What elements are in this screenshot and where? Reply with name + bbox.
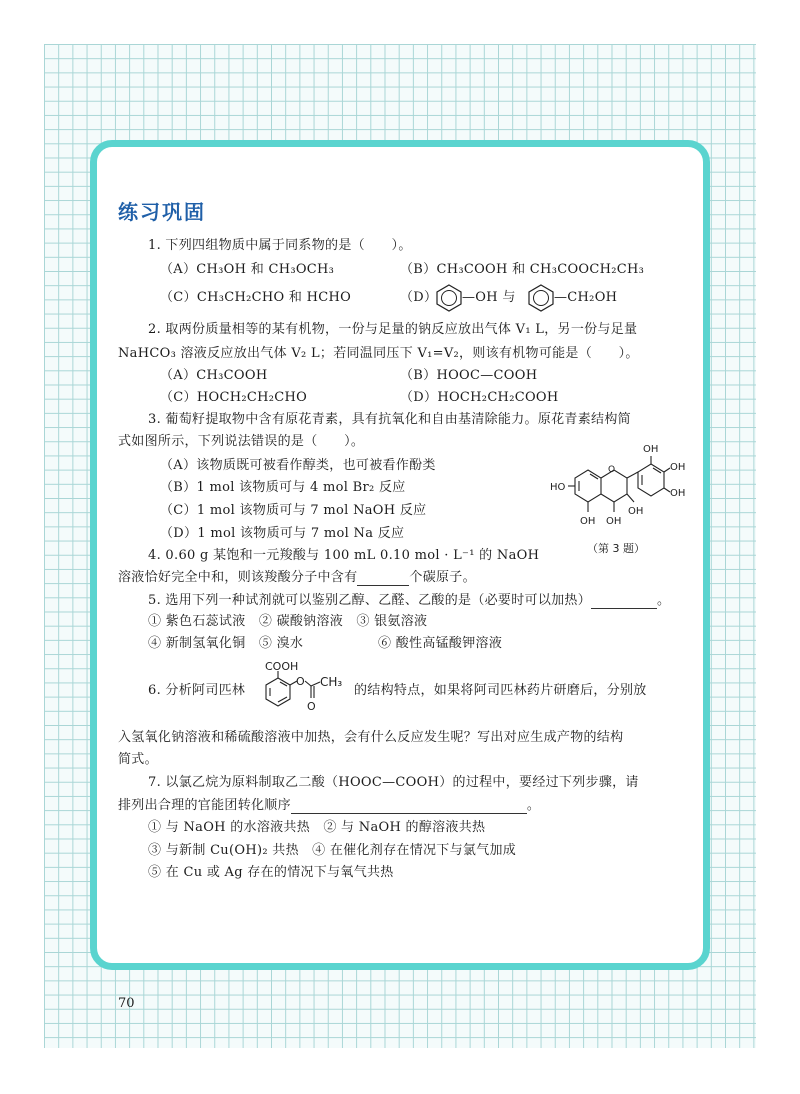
q3-line2: 式如图所示，下列说法错误的是（ ）。 xyxy=(118,434,365,449)
q7-line1: 7. 以氯乙烷为原料制取乙二酸（HOOC—COOH）的过程中，要经过下列步骤，请 xyxy=(148,775,639,790)
q3-option-d: （D）1 mol 该物质可与 7 mol Na 反应 xyxy=(160,526,405,541)
ester-oxygen-label: O xyxy=(296,675,305,688)
cooh-label: COOH xyxy=(265,660,299,673)
q2-line2: NaHCO₃ 溶液反应放出气体 V₂ L；若同温同压下 V₁=V₂，则该有机物可能是（ ）。 xyxy=(118,346,639,361)
q5-line1 xyxy=(148,593,670,609)
q7-line2 xyxy=(118,798,540,814)
q7-line2-post: 。 xyxy=(526,798,541,813)
q6-line1-post: 的结构特点，如果将阿司匹林药片研磨后，分别放 xyxy=(354,683,647,698)
ch3-label: CH₃ xyxy=(320,675,343,689)
answer-blank[interactable] xyxy=(591,595,657,609)
q2-option-c: （C）HOCH₂CH₂CHO xyxy=(160,390,308,405)
oh-label: OH xyxy=(580,516,596,527)
figure-caption: （第 3 题） xyxy=(587,542,645,555)
q4-line2-post: 个碳原子。 xyxy=(409,570,476,585)
q7-step-5: ⑤ 在 Cu 或 Ag 存在的情况下与氧气共热 xyxy=(148,865,394,880)
procyanidin-structure xyxy=(548,440,698,540)
q6-line1-pre: 6. 分析阿司匹林 xyxy=(148,683,246,698)
ring-oxygen-label: O xyxy=(608,465,616,475)
q4-line2-pre: 溶液恰好完全中和，则该羧酸分子中含有 xyxy=(118,570,358,585)
q5-row1: ① 紫色石蕊试液 ② 碳酸钠溶液 ③ 银氨溶液 xyxy=(148,614,428,629)
section-title: 练习巩固 xyxy=(118,200,206,224)
oh-label: OH xyxy=(643,444,659,455)
q4-line2 xyxy=(118,570,476,586)
q3-option-b: （B）1 mol 该物质可与 4 mol Br₂ 反应 xyxy=(160,480,406,495)
q5-line1-pre: 5. 选用下列一种试剂就可以鉴别乙醇、乙醛、乙酸的是（必要时可以加热） xyxy=(148,593,592,608)
benzene-ring-icon xyxy=(526,283,556,313)
q7-step-3-4: ③ 与新制 Cu(OH)₂ 共热 ④ 在催化剂存在情况下与氯气加成 xyxy=(148,843,517,858)
q1-option-a: （A）CH₃OH 和 CH₃OCH₃ xyxy=(160,262,335,277)
q1-stem: 1. 下列四组物质中属于同系物的是（ ）。 xyxy=(148,238,412,253)
q5-row2-b: ⑥ 酸性高锰酸钾溶液 xyxy=(378,636,503,651)
q6-line2: 入氢氧化钠溶液和稀硫酸溶液中加热，会有什么反应发生呢？写出对应生成产物的结构 xyxy=(118,730,624,745)
oh-label: OH xyxy=(606,516,622,527)
page-number: 70 xyxy=(118,996,135,1011)
q2-option-b: （B）HOOC—COOH xyxy=(400,368,538,383)
q7-line2-pre: 排列出合理的官能团转化顺序 xyxy=(118,798,291,813)
q5-row2-a: ④ 新制氢氧化铜 ⑤ 溴水 xyxy=(148,636,304,651)
answer-blank[interactable] xyxy=(357,572,409,586)
aspirin-structure xyxy=(256,660,356,718)
q1-option-d-ch2oh: —CH₂OH xyxy=(554,290,618,305)
q7-step-1-2: ① 与 NaOH 的水溶液共热 ② 与 NaOH 的醇溶液共热 xyxy=(148,820,486,835)
oh-label: OH xyxy=(670,488,686,499)
q3-line1: 3. 葡萄籽提取物中含有原花青素，具有抗氧化和自由基清除能力。原花青素结构简 xyxy=(148,412,631,427)
q6-line3: 简式。 xyxy=(118,752,158,767)
q2-option-a: （A）CH₃COOH xyxy=(160,368,268,383)
oh-label: OH xyxy=(628,506,644,517)
benzene-ring-icon xyxy=(434,283,464,313)
answer-blank[interactable] xyxy=(291,800,527,814)
q1-option-d-label: （D） xyxy=(400,290,438,305)
q1-option-d-oh: —OH 与 xyxy=(462,290,516,305)
q3-option-c: （C）1 mol 该物质可与 7 mol NaOH 反应 xyxy=(160,503,427,518)
oh-label: HO xyxy=(550,482,566,493)
carbonyl-oxygen-label: O xyxy=(307,700,316,713)
q4-line1: 4. 0.60 g 某饱和一元羧酸与 100 mL 0.10 mol · L⁻¹ 的 NaOH xyxy=(148,548,540,563)
oh-label: OH xyxy=(670,462,686,473)
q5-line1-post: 。 xyxy=(657,593,671,608)
q1-option-b: （B）CH₃COOH 和 CH₃COOCH₂CH₃ xyxy=(400,262,645,277)
q2-line1: 2. 取两份质量相等的某有机物，一份与足量的钠反应放出气体 V₁ L，另一份与足量 xyxy=(148,322,638,337)
q3-option-a: （A）该物质既可被看作醇类，也可被看作酚类 xyxy=(160,458,436,473)
q2-option-d: （D）HOCH₂CH₂COOH xyxy=(400,390,559,405)
q1-option-c: （C）CH₃CH₂CHO 和 HCHO xyxy=(160,290,352,305)
